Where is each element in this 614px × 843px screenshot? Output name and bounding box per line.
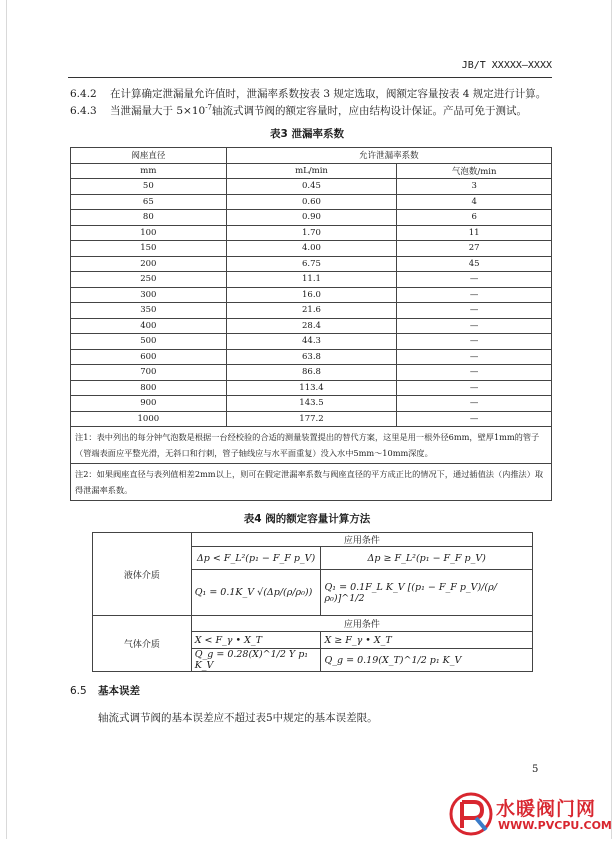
leak-rate-ml-cell: 11.1 <box>226 272 397 288</box>
unit-mm: mm <box>71 163 227 179</box>
leak-rate-ml-cell: 86.8 <box>226 365 397 381</box>
liquid-formula-2: Q₁ = 0.1F_L K_V [(p₁ − F_F p_V)/(ρ/ρ₀)]^1/2 <box>321 570 533 616</box>
leak-rate-ml-cell: 16.0 <box>226 287 397 303</box>
bubble-count-cell: — <box>397 334 552 350</box>
page-number: 5 <box>532 764 539 775</box>
header-allowed-leakage: 允许泄漏率系数 <box>226 148 551 164</box>
gas-medium-label: 气体介质 <box>93 616 192 672</box>
liquid-condition-label: 应用条件 <box>191 533 532 547</box>
table-row <box>71 349 552 365</box>
leak-rate-ml-cell: 0.45 <box>226 179 397 195</box>
section-number: 6.5 <box>70 685 87 697</box>
rated-capacity-table <box>92 532 533 672</box>
liquid-formula-1: Q₁ = 0.1K_V √(Δp/(ρ/ρ₀)) <box>191 570 321 616</box>
bubble-count-cell: 11 <box>397 225 552 241</box>
gas-condition-2: X ≥ F_γ • X_T <box>321 632 533 649</box>
leakage-coefficient-table <box>70 147 552 501</box>
leak-rate-ml-cell: 63.8 <box>226 349 397 365</box>
table-row <box>71 318 552 334</box>
gas-formula-2: Q_g = 0.19(X_T)^1/2 p₁ K_V <box>321 649 533 672</box>
seat-diameter-cell: 700 <box>71 365 227 381</box>
table3-note-2: 注2：如果阀座直径与表列值相差2mm以上，则可在假定泄漏率系数与阀座直径的平方成正比的情况下，通过插值法（内推法）取得泄漏率系数。 <box>71 464 552 501</box>
seat-diameter-cell: 250 <box>71 272 227 288</box>
seat-diameter-cell: 150 <box>71 241 227 257</box>
bubble-count-cell: — <box>397 272 552 288</box>
table-row <box>71 210 552 226</box>
bubble-count-cell: 45 <box>397 256 552 272</box>
gas-formula-1: Q_g = 0.28(X)^1/2 Y p₁ K_V <box>191 649 321 672</box>
table-row <box>71 365 552 381</box>
valve-logo-icon <box>446 788 496 839</box>
header-seat-diameter: 阀座直径 <box>71 148 227 164</box>
clause-number: 6.4.3 <box>70 105 97 117</box>
table-row <box>71 256 552 272</box>
leak-rate-ml-cell: 1.70 <box>226 225 397 241</box>
section-6-5-heading <box>70 683 140 698</box>
clause-6-4-3 <box>70 103 527 118</box>
bubble-count-cell: 6 <box>397 210 552 226</box>
table-row <box>71 334 552 350</box>
table-row <box>71 272 552 288</box>
clause-text-after: 轴流式调节阀的额定容量时，应由结构设计保证。产品可免于测试。 <box>212 105 528 117</box>
watermark-url: WWW.PVCPU.COM <box>498 819 612 832</box>
clause-exponent: -7 <box>205 103 213 112</box>
bubble-count-cell: — <box>397 287 552 303</box>
leak-rate-ml-cell: 177.2 <box>226 411 397 427</box>
bubble-count-cell: — <box>397 396 552 412</box>
table4-caption: 表4 阀的额定容量计算方法 <box>243 513 371 525</box>
bubble-count-cell: 27 <box>397 241 552 257</box>
clause-number: 6.4.2 <box>70 88 97 100</box>
seat-diameter-cell: 65 <box>71 194 227 210</box>
table3-caption: 表3 泄漏率系数 <box>270 128 344 140</box>
seat-diameter-cell: 900 <box>71 396 227 412</box>
seat-diameter-cell: 500 <box>71 334 227 350</box>
clause-text-before: 当泄漏量大于 5×10 <box>110 105 206 117</box>
bubble-count-cell: — <box>397 411 552 427</box>
unit-ml-min: mL/min <box>226 163 397 179</box>
bubble-count-cell: 3 <box>397 179 552 195</box>
leak-rate-ml-cell: 0.60 <box>226 194 397 210</box>
leak-rate-ml-cell: 21.6 <box>226 303 397 319</box>
gas-condition-1: X < F_γ • X_T <box>191 632 321 649</box>
liquid-condition-2: Δp ≥ F_L²(p₁ − F_F p_V) <box>321 547 533 570</box>
leak-rate-ml-cell: 113.4 <box>226 380 397 396</box>
watermark-logo <box>446 788 614 839</box>
leak-rate-ml-cell: 44.3 <box>226 334 397 350</box>
leak-rate-ml-cell: 6.75 <box>226 256 397 272</box>
seat-diameter-cell: 1000 <box>71 411 227 427</box>
seat-diameter-cell: 50 <box>71 179 227 195</box>
watermark-name: 水暖阀门网 <box>496 798 597 820</box>
seat-diameter-cell: 80 <box>71 210 227 226</box>
seat-diameter-cell: 200 <box>71 256 227 272</box>
table-row <box>71 241 552 257</box>
bubble-count-cell: — <box>397 365 552 381</box>
table3-note-1: 注1：表中列出的每分钟气泡数是根据一台经校验的合适的测量装置提出的替代方案，这里是用一根外径6mm，壁厚1mm的管子（管端表面应平整光滑，无斜口和行刺，管子轴线应与水平面重复）没入水中5mm～10mm深度。 <box>71 427 552 464</box>
bubble-count-cell: 4 <box>397 194 552 210</box>
table-row <box>71 380 552 396</box>
basic-error-paragraph: 轴流式调节阀的基本误差应不超过表5中规定的基本误差限。 <box>98 712 378 724</box>
table-row <box>71 179 552 195</box>
table-row <box>71 411 552 427</box>
table-row <box>71 194 552 210</box>
seat-diameter-cell: 100 <box>71 225 227 241</box>
document-id-header: JB/T XXXXX—XXXX <box>461 60 552 71</box>
liquid-condition-1: Δp < F_L²(p₁ − F_F p_V) <box>191 547 321 570</box>
table-row <box>71 396 552 412</box>
liquid-medium-label: 液体介质 <box>93 533 192 616</box>
seat-diameter-cell: 600 <box>71 349 227 365</box>
seat-diameter-cell: 300 <box>71 287 227 303</box>
leak-rate-ml-cell: 143.5 <box>226 396 397 412</box>
table-row <box>71 225 552 241</box>
bubble-count-cell: — <box>397 349 552 365</box>
leak-rate-ml-cell: 4.00 <box>226 241 397 257</box>
seat-diameter-cell: 350 <box>71 303 227 319</box>
header-rule <box>68 77 552 78</box>
unit-bubbles-min: 气泡数/min <box>397 163 552 179</box>
bubble-count-cell: — <box>397 318 552 334</box>
gas-condition-label: 应用条件 <box>191 616 532 632</box>
leak-rate-ml-cell: 28.4 <box>226 318 397 334</box>
clause-6-4-2 <box>70 86 546 101</box>
clause-text: 在计算确定泄漏量允许值时，泄漏率系数按表 3 规定选取，阀额定容量按表 4 规定进行计算。 <box>110 88 547 100</box>
table-row <box>71 287 552 303</box>
table-row <box>71 303 552 319</box>
bubble-count-cell: — <box>397 303 552 319</box>
seat-diameter-cell: 400 <box>71 318 227 334</box>
leak-rate-ml-cell: 0.90 <box>226 210 397 226</box>
seat-diameter-cell: 800 <box>71 380 227 396</box>
bubble-count-cell: — <box>397 380 552 396</box>
section-title: 基本误差 <box>98 685 140 697</box>
